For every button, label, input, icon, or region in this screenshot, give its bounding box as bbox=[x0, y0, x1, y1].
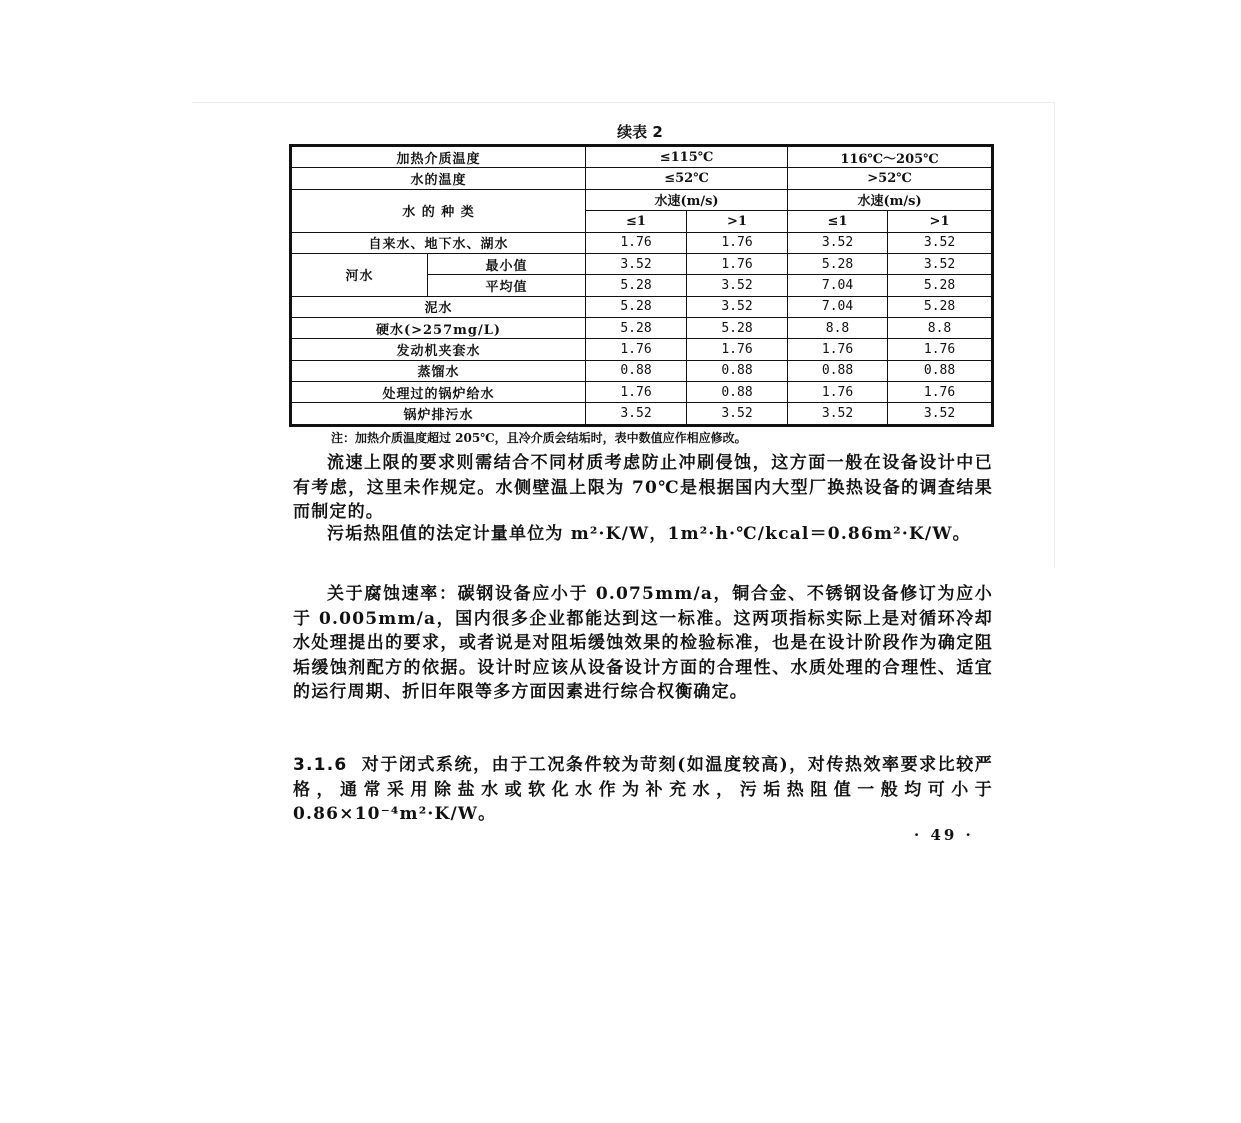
cell-value: 1.76 bbox=[586, 232, 687, 253]
header-gt1-high: >1 bbox=[888, 211, 993, 232]
header-gt1-low: >1 bbox=[687, 211, 788, 232]
row-label: 锅炉排污水 bbox=[291, 403, 586, 426]
cell-value: 1.76 bbox=[888, 382, 993, 403]
header-velocity-high-group: 水速(m/s) bbox=[788, 189, 993, 210]
table-row bbox=[291, 403, 993, 426]
cell-value: 5.28 bbox=[586, 296, 687, 317]
cell-value: 0.88 bbox=[888, 360, 993, 381]
row-label: 自来水、地下水、湖水 bbox=[291, 232, 586, 253]
cell-value: 3.52 bbox=[788, 232, 888, 253]
header-le1-high: ≤1 bbox=[788, 211, 888, 232]
page-number: · 49 · bbox=[914, 826, 974, 844]
cell-value: 0.88 bbox=[687, 382, 788, 403]
cell-value: 1.76 bbox=[586, 339, 687, 360]
table-row bbox=[291, 296, 993, 317]
paragraph-flow-velocity: 流速上限的要求则需结合不同材质考虑防止冲刷侵蚀，这方面一般在设备设计中已有考虑，这里未作规定。水侧壁温上限为 70℃是根据国内大型厂换热设备的调查结果而制定的。 bbox=[293, 453, 993, 522]
cell-value: 5.28 bbox=[586, 275, 687, 296]
section-text: 对于闭式系统，由于工况条件较为苛刻(如温度较高)，对传热效率要求比较严格，通常采用除盐水或软化水作为补充水，污垢热阻值一般均可小于 0.86×10⁻⁴m²·K/W。 bbox=[293, 755, 993, 824]
cell-value: 3.52 bbox=[788, 403, 888, 426]
row-label: 发动机夹套水 bbox=[291, 339, 586, 360]
row-label: 泥水 bbox=[291, 296, 586, 317]
cell-value: 3.52 bbox=[687, 275, 788, 296]
scan-edge-top bbox=[192, 102, 1054, 103]
section-number: 3.1.6 bbox=[293, 755, 348, 775]
cell-value: 1.76 bbox=[788, 382, 888, 403]
header-medium-temp-high: 116℃～205℃ bbox=[788, 146, 993, 168]
row-label: 处理过的锅炉给水 bbox=[291, 382, 586, 403]
header-row-velocity bbox=[291, 189, 993, 210]
row-label: 平均值 bbox=[428, 275, 586, 296]
cell-value: 7.04 bbox=[788, 296, 888, 317]
cell-value: 8.8 bbox=[788, 317, 888, 338]
header-le1-low: ≤1 bbox=[586, 211, 687, 232]
header-row-water-temp bbox=[291, 168, 993, 189]
cell-value: 3.52 bbox=[888, 253, 993, 274]
paragraph-fouling-unit: 污垢热阻值的法定计量单位为 m²·K/W，1m²·h·℃/kcal＝0.86m²·K/W。 bbox=[327, 524, 971, 544]
cell-value: 3.52 bbox=[586, 253, 687, 274]
cell-value: 0.88 bbox=[586, 360, 687, 381]
table-caption: 续表 2 bbox=[617, 123, 663, 141]
table-note: 注：加热介质温度超过 205℃，且冷介质会结垢时，表中数值应作相应修改。 bbox=[331, 431, 747, 445]
paragraph-section-3-1-6 bbox=[293, 753, 993, 827]
cell-value: 3.52 bbox=[586, 403, 687, 426]
header-medium-temp-label: 加热介质温度 bbox=[291, 146, 586, 168]
cell-value: 1.76 bbox=[788, 339, 888, 360]
cell-value: 8.8 bbox=[888, 317, 993, 338]
header-row-medium-temp bbox=[291, 146, 993, 168]
table-row bbox=[291, 232, 993, 253]
table-row bbox=[291, 382, 993, 403]
river-water-label: 河水 bbox=[291, 253, 428, 296]
cell-value: 3.52 bbox=[687, 296, 788, 317]
table-row bbox=[291, 317, 993, 338]
cell-value: 3.52 bbox=[888, 232, 993, 253]
cell-value: 3.52 bbox=[687, 403, 788, 426]
cell-value: 1.76 bbox=[586, 382, 687, 403]
scan-edge-right bbox=[1054, 102, 1055, 568]
cell-value: 1.76 bbox=[687, 339, 788, 360]
header-water-temp-low: ≤52℃ bbox=[586, 168, 788, 189]
cell-value: 5.28 bbox=[586, 317, 687, 338]
row-label: 最小值 bbox=[428, 253, 586, 274]
cell-value: 7.04 bbox=[788, 275, 888, 296]
header-water-temp-high: >52℃ bbox=[788, 168, 993, 189]
header-velocity-low-group: 水速(m/s) bbox=[586, 189, 788, 210]
row-label: 硬水(>257mg/L) bbox=[291, 317, 586, 338]
cell-value: 5.28 bbox=[687, 317, 788, 338]
cell-value: 1.76 bbox=[888, 339, 993, 360]
table-row bbox=[291, 253, 993, 274]
cell-value: 1.76 bbox=[687, 253, 788, 274]
paragraph-corrosion-rate: 关于腐蚀速率：碳钢设备应小于 0.075mm/a，铜合金、不锈钢设备修订为应小于 0.005mm/a，国内很多企业都能达到这一标准。这两项指标实际上是对循环冷却水处理提出的要求，或者说是对阻垢缓蚀效果的检验标准，也是在设计阶段作为确定阻垢缓蚀剂配方的依据。设计时应该从设备设计方面的合理性、水质处理的合理性、适宜的运行周期、折旧年限等多方面因素进行综合权衡确定。 bbox=[293, 584, 993, 702]
row-label: 蒸馏水 bbox=[291, 360, 586, 381]
header-water-type-label: 水 的 种 类 bbox=[291, 189, 586, 232]
table-row bbox=[291, 360, 993, 381]
header-medium-temp-low: ≤115℃ bbox=[586, 146, 788, 168]
cell-value: 3.52 bbox=[888, 403, 993, 426]
cell-value: 5.28 bbox=[888, 275, 993, 296]
cell-value: 0.88 bbox=[687, 360, 788, 381]
table-row bbox=[291, 339, 993, 360]
header-water-temp-label: 水的温度 bbox=[291, 168, 586, 189]
cell-value: 5.28 bbox=[888, 296, 993, 317]
cell-value: 1.76 bbox=[687, 232, 788, 253]
cell-value: 0.88 bbox=[788, 360, 888, 381]
fouling-resistance-table bbox=[289, 144, 994, 427]
cell-value: 5.28 bbox=[788, 253, 888, 274]
